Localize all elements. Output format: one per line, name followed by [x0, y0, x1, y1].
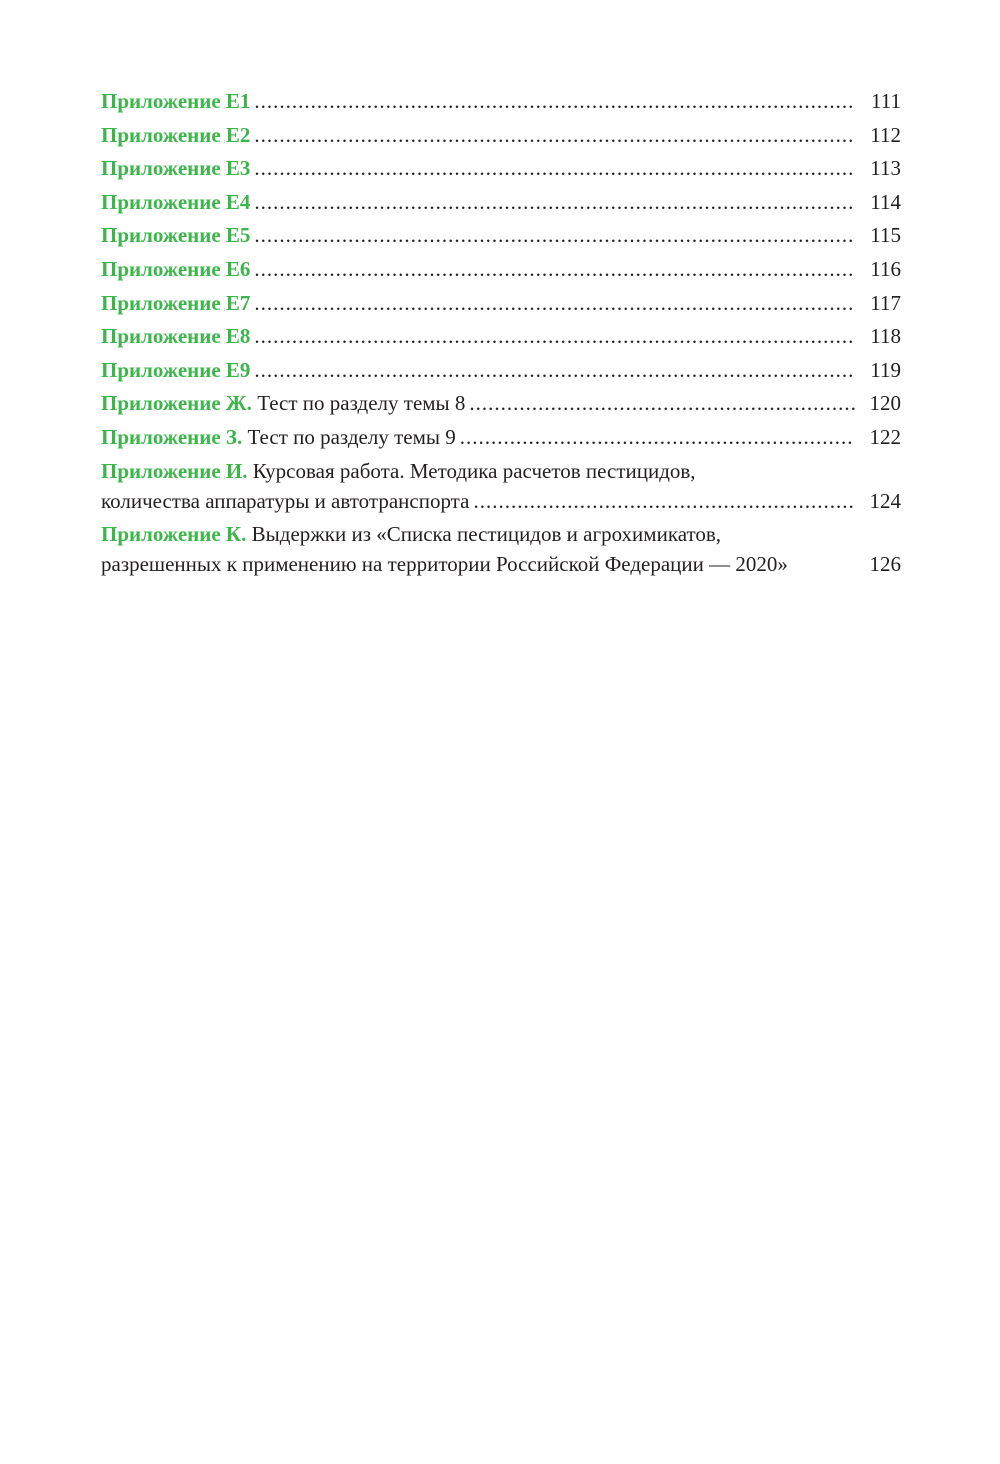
dot-leader: [460, 422, 855, 452]
toc-page-number: 122: [869, 424, 901, 449]
dot-leader: [254, 288, 855, 318]
dot-leader: [254, 321, 855, 351]
toc-entry-title: Курсовая работа. Методика расчетов пестицидов,: [252, 458, 696, 483]
dot-leader: [254, 254, 855, 284]
toc-entry-label: Приложение И.: [101, 458, 248, 483]
table-of-contents: [101, 86, 901, 583]
toc-entry-i[interactable]: [101, 456, 901, 516]
toc-entry-title: Выдержки из «Списка пестицидов и агрохимикатов,: [251, 522, 722, 547]
toc-entry-z[interactable]: [101, 422, 901, 452]
toc-entry-e2[interactable]: [101, 120, 901, 150]
toc-page-number: 119: [870, 357, 901, 382]
toc-page-number: 120: [869, 391, 901, 416]
toc-entry-label: Приложение Е9: [101, 357, 251, 382]
toc-entry-e8[interactable]: [101, 321, 901, 351]
toc-entry-label: Приложение Е6: [101, 256, 251, 281]
toc-page-number: 115: [870, 223, 901, 248]
toc-page-number: 114: [870, 189, 901, 214]
toc-entry-label: Приложение Е3: [101, 156, 251, 181]
toc-entry-label: Приложение Ж.: [101, 391, 252, 416]
toc-entry-e9[interactable]: [101, 355, 901, 385]
dot-leader: [254, 153, 855, 183]
toc-entry-zh[interactable]: [101, 388, 901, 418]
toc-entry-title: Тест по разделу темы 9: [247, 424, 456, 449]
dot-leader: [254, 187, 855, 217]
toc-entry-title-continued: разрешенных к применению на территории Российской Федерации — 2020»: [101, 552, 788, 577]
toc-entry-label: Приложение Е1: [101, 89, 251, 113]
toc-page-number: 113: [870, 156, 901, 181]
toc-entry-label: Приложение К.: [101, 522, 247, 547]
dot-leader: [473, 486, 855, 516]
toc-page-number: 111: [871, 89, 901, 113]
toc-entry-label: Приложение Е5: [101, 223, 251, 248]
toc-page-number: 117: [870, 290, 901, 315]
toc-entry-e5[interactable]: [101, 220, 901, 250]
toc-page-number: 118: [870, 324, 901, 349]
dot-leader: [254, 86, 855, 116]
toc-entry-e6[interactable]: [101, 254, 901, 284]
toc-page-number: 124: [869, 488, 901, 513]
dot-leader: [254, 220, 855, 250]
toc-page-number: 112: [870, 122, 901, 147]
toc-entry-label: Приложение З.: [101, 424, 243, 449]
toc-entry-title: Тест по разделу темы 8: [257, 391, 466, 416]
toc-entry-k[interactable]: [101, 519, 901, 579]
dot-leader: [469, 388, 855, 418]
dot-leader: [254, 355, 855, 385]
toc-entry-e4[interactable]: [101, 187, 901, 217]
toc-entry-e1[interactable]: [101, 86, 901, 116]
toc-entry-label: Приложение Е8: [101, 324, 251, 349]
dot-leader: [254, 120, 855, 150]
toc-entry-title-continued: количества аппаратуры и автотранспорта: [101, 488, 470, 513]
toc-page-number: 116: [870, 256, 901, 281]
toc-entry-e7[interactable]: [101, 288, 901, 318]
toc-page-number: 126: [869, 552, 901, 577]
toc-entry-label: Приложение Е4: [101, 189, 251, 214]
toc-entry-e3[interactable]: [101, 153, 901, 183]
toc-entry-label: Приложение Е7: [101, 290, 251, 315]
toc-entry-label: Приложение Е2: [101, 122, 251, 147]
